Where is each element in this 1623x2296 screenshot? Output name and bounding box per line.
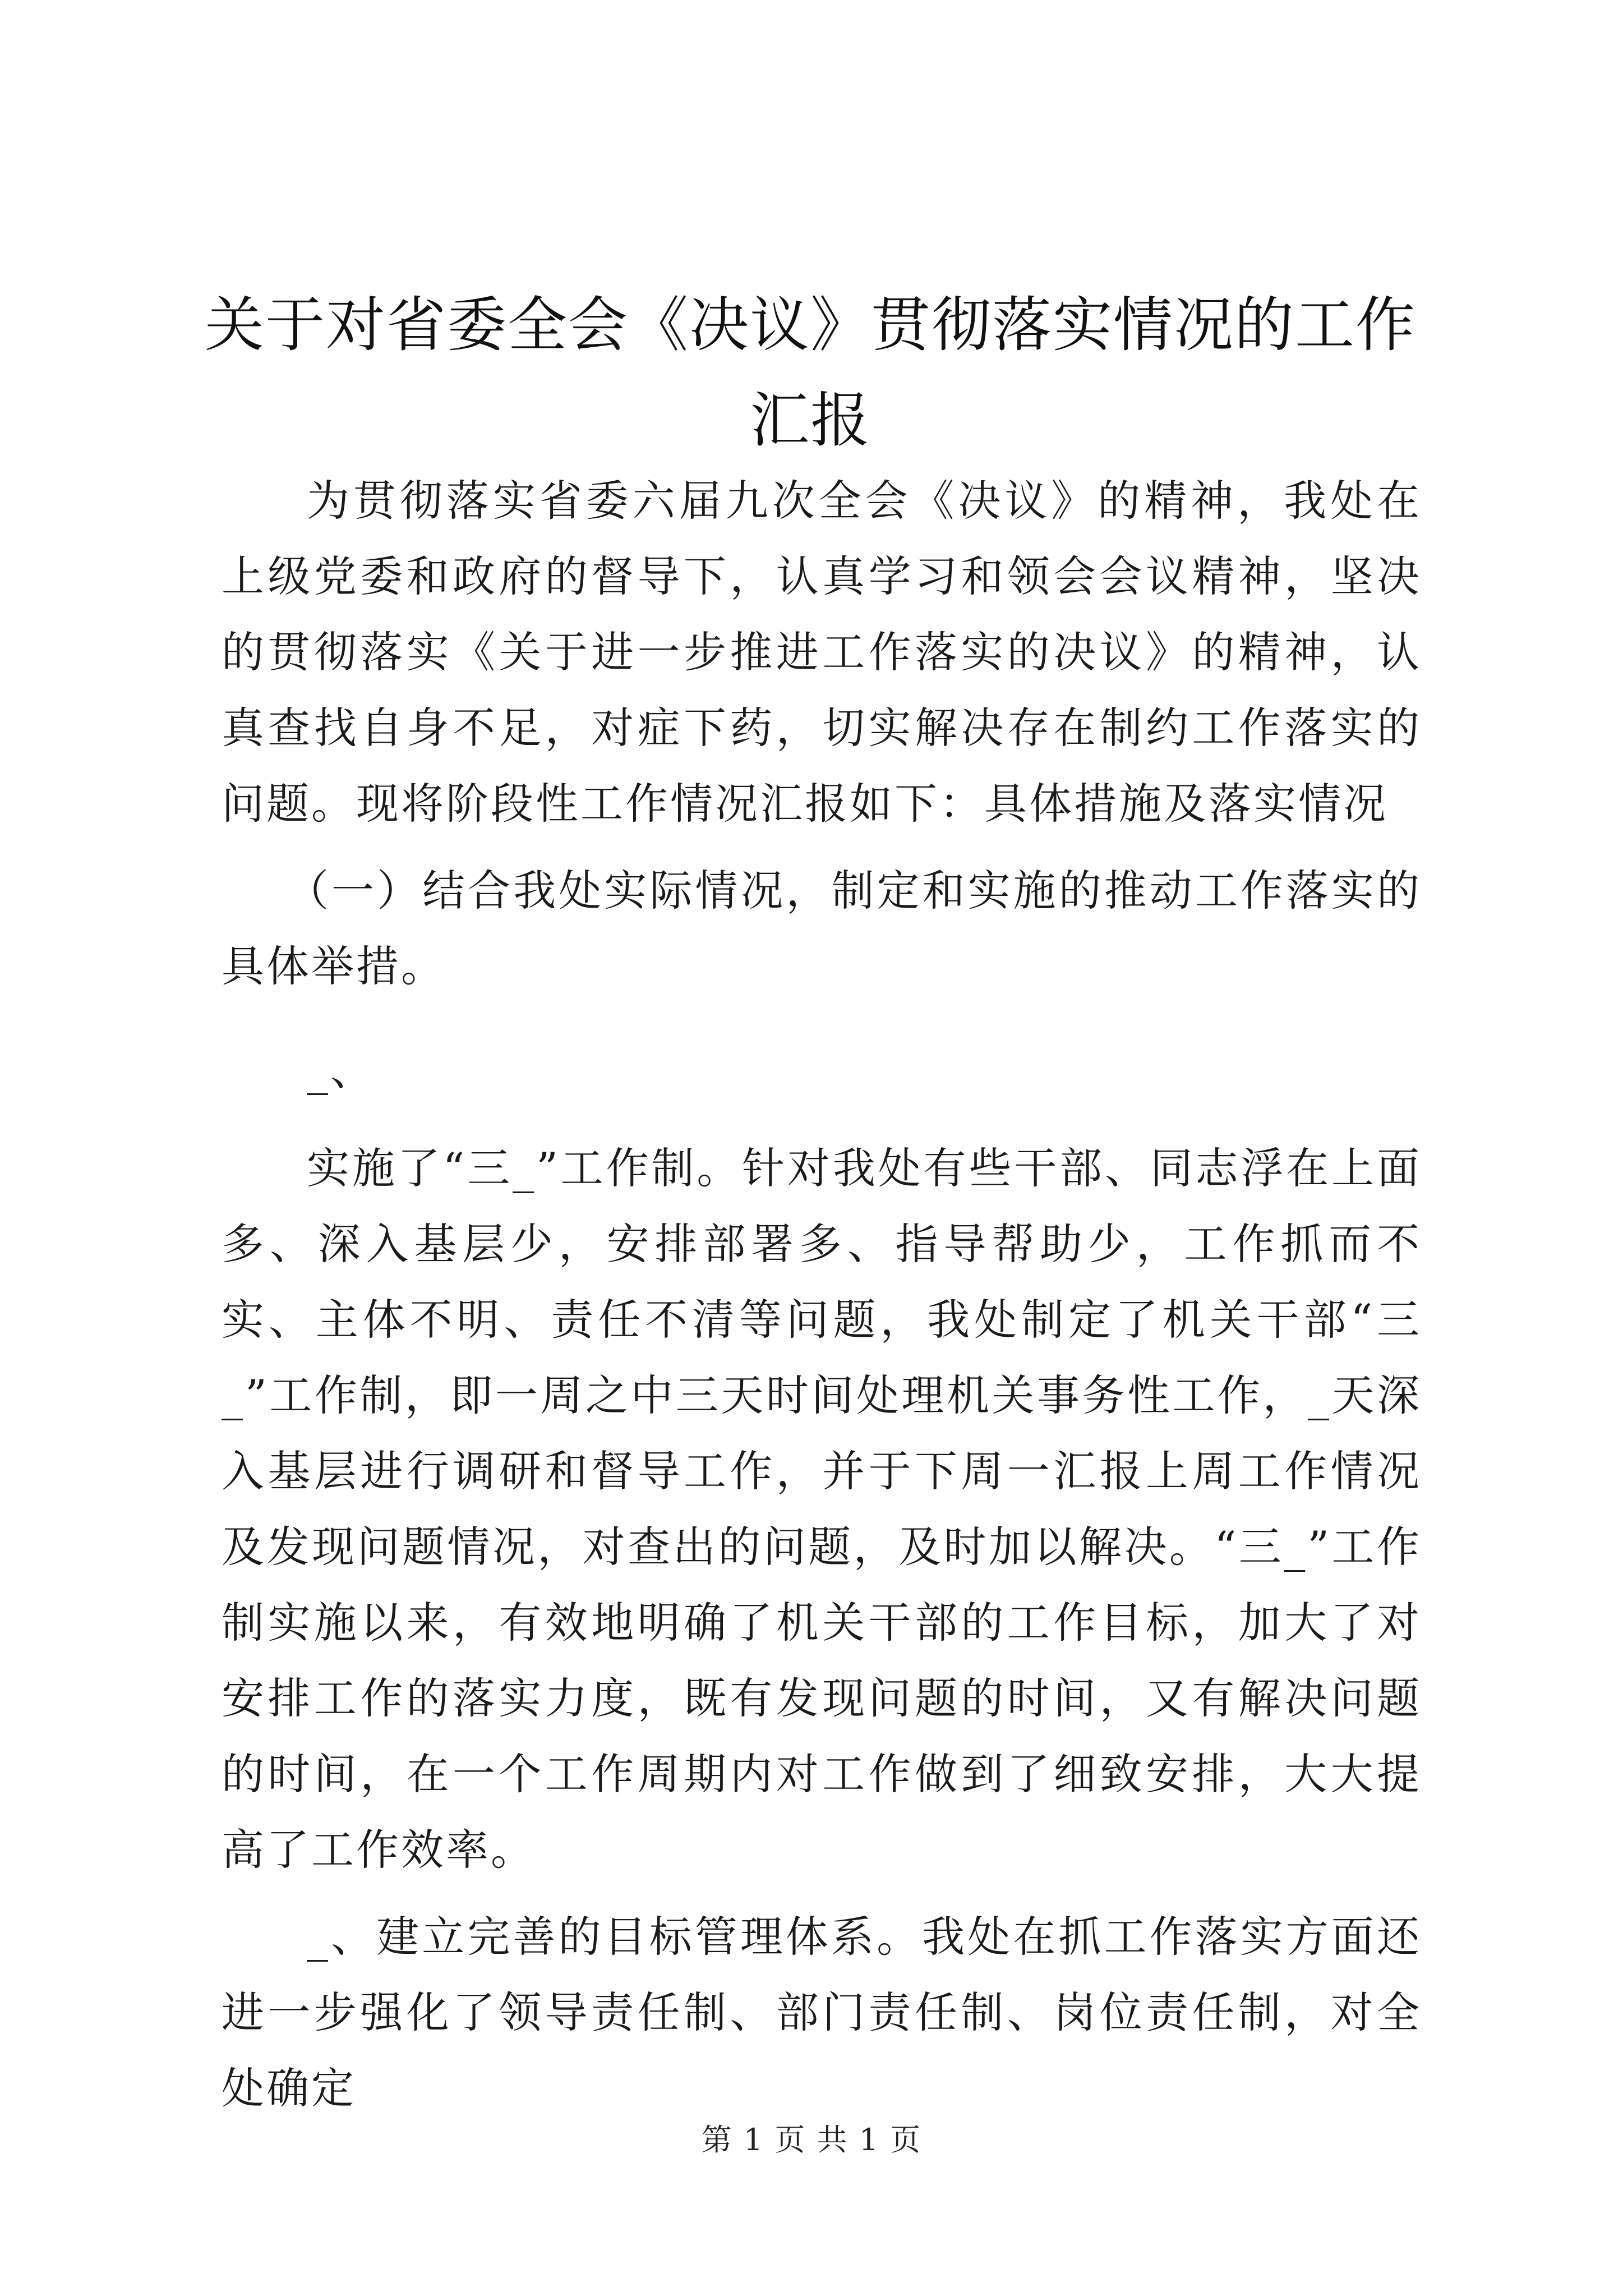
document-body <box>222 463 1422 2126</box>
paragraph-section-one: （一）结合我处实际情况，制定和实施的推动工作落实的具体举措。 <box>222 866 1422 991</box>
paragraph-target-management: _、建立完善的目标管理体系。我处在抓工作落实方面还进一步强化了领导责任制、部门责任制、岗位责任制，对全处确定 <box>222 1912 1422 2113</box>
paragraph-intro: 为贯彻落实省委六届九次全会《决议》的精神，我处在上级党委和政府的督导下，认真学习和领会会议精神，坚决的贯彻落实《关于进一步推进工作落实的决议》的精神，认真查找自身不足，对症下药，切实解决存在制约工作落实的问题。现将阶段性工作情况汇报如下：具体措施及落实情况 <box>222 476 1422 829</box>
document-title: 关于对省委全会《决议》贯彻落实情况的工作汇报 <box>205 291 1416 455</box>
paragraph-work-system: 实施了“三_”工作制。针对我处有些干部、同志浮在上面多、深入基层少，安排部署多、指导帮助少，工作抓而不实、主体不明、责任不清等问题，我处制定了机关干部“三_”工作制，即一周之中三天时间处理机关事务性工作，_天深入基层进行调研和督导工作，并于下周一汇报上周工作情况及发现问题情况，对查出的问题，及时加以解决。“三_”工作制实施以来，有效地明确了机关干部的工作目标，加大了对安排工作的落实力度，既有发现问题的时间，又有解决问题的时间，在一个工作周期内对工作做到了细致安排，大大提高了工作效率。 <box>222 1143 1422 1875</box>
page-footer: 第 1 页 共 1 页 <box>701 2122 922 2157</box>
paragraph-list-mark: _、 <box>307 1045 375 1095</box>
